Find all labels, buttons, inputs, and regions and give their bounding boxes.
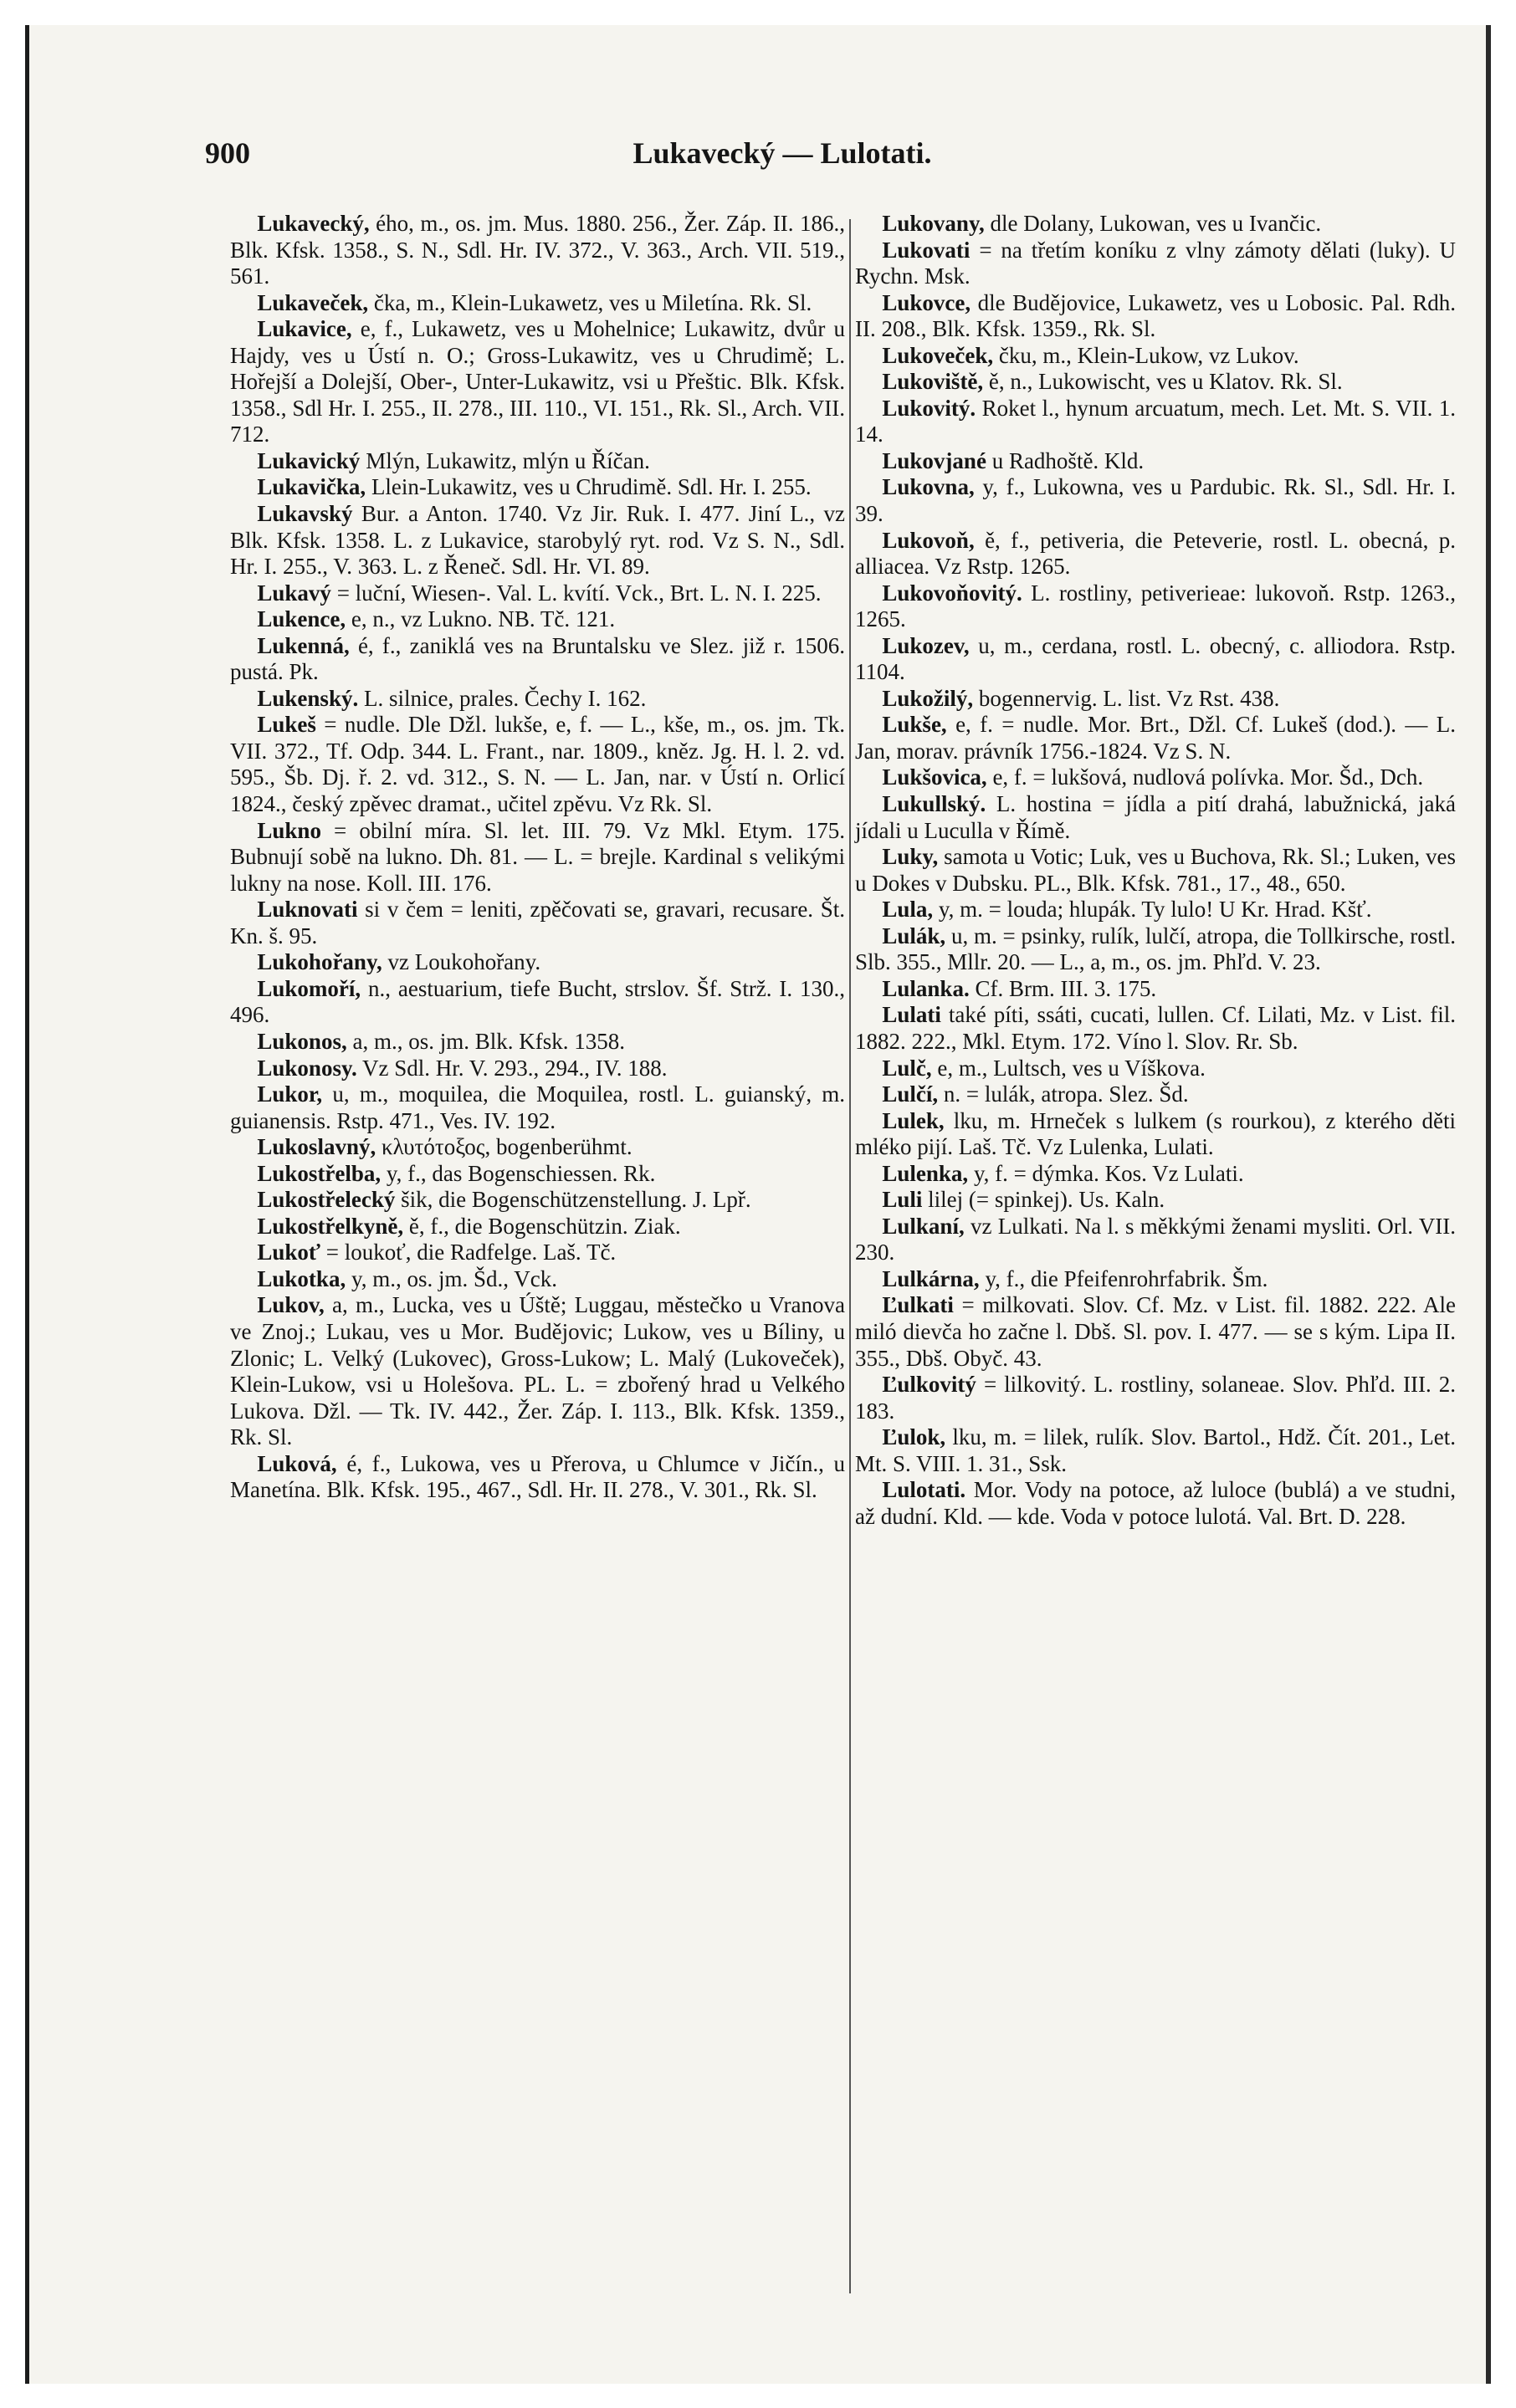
dictionary-entry <box>855 290 1456 343</box>
entry-definition: = na třetím koníku z vlny zámoty dělati (luky). U Rychn. Msk. <box>855 237 1456 289</box>
entry-headword: Lulkaní, <box>882 1213 965 1239</box>
entry-headword: Ľulkati <box>882 1292 954 1318</box>
entry-definition: Vz Sdl. Hr. V. 293., 294., IV. 188. <box>361 1055 668 1081</box>
entry-definition: u, m. = psinky, rulík, lulčí, atropa, die Tollkirsche, rostl. Slb. 355., Mllr. 20. — L., a, m., os. jm. Phľd. V. 23. <box>855 923 1456 975</box>
entry-headword: Lulák, <box>882 923 946 948</box>
entry-headword: Lukostřelkyně, <box>257 1213 404 1239</box>
entry-headword: Lukonos, <box>257 1028 347 1054</box>
entry-headword: Lulč, <box>882 1055 932 1081</box>
entry-headword: Lukenský. <box>257 685 359 711</box>
entry-headword: Luknovati <box>257 897 358 923</box>
entry-definition: y, f., Lukowna, ves u Pardubic. Rk. Sl., Sdl. Hr. I. 39. <box>855 474 1457 527</box>
entry-definition: = milkovati. Slov. Cf. Mz. v List. fil. 1882. 222. Ale miló dievča ho začne l. Dbš. Sl. pov. I. 477. — se s kým. Lipa II. 355., Dbš. Obyč. 43. <box>855 1292 1457 1371</box>
entry-headword: Lulenka, <box>882 1160 969 1186</box>
entry-definition: Llein-Lukawitz, ves u Chrudimě. Sdl. Hr. I. 255. <box>371 474 812 500</box>
entry-headword: Lukovjané <box>882 447 986 473</box>
dictionary-entry <box>855 686 1456 713</box>
entry-definition: e, f. = lukšová, nudlová polívka. Mor. Šd., Dch. <box>992 764 1424 790</box>
entry-definition: L. hostina = jídla a pití drahá, labužnická, jaká jídali u Lucullа v Římě. <box>855 791 1457 843</box>
entry-definition: e, m., Lultsch, ves u Víškova. <box>937 1055 1206 1081</box>
entry-definition: také píti, ssáti, cucati, lullen. Cf. Lilati, Mz. v List. fil. 1882. 222., Mkl. Etym. 172. Víno l. Slov. Rr. Sb. <box>855 1002 1457 1054</box>
dictionary-entry <box>230 1056 845 1082</box>
entry-definition: y, m., os. jm. Šd., Vck. <box>351 1265 557 1291</box>
entry-headword: Lukovoň, <box>882 527 975 553</box>
dictionary-entry <box>855 712 1456 764</box>
entry-definition: = obilní míra. Sl. let. III. 79. Vz Mkl. Etym. 175. Bubnují sobě na lukno. Dh. 81. — L. = brejle. Kardinal s velikými lukny na nose. Koll. III. 176. <box>230 817 845 896</box>
entry-definition: L. rostliny, petiverieae: lukovoň. Rstp. 1263., 1265. <box>855 580 1456 632</box>
entry-headword: Luková, <box>257 1450 337 1476</box>
dictionary-entry <box>230 949 845 976</box>
entry-definition: y, f. = dýmka. Kos. Vz Lulati. <box>973 1160 1244 1186</box>
dictionary-entry <box>855 1187 1456 1214</box>
entry-definition: vz Lulkati. Na l. s měkkými ženami mysliti. Orl. VII. 230. <box>855 1213 1456 1265</box>
dictionary-entry <box>230 1187 845 1214</box>
entry-definition: u Radhoště. Kld. <box>991 447 1145 473</box>
dictionary-entry <box>855 448 1456 475</box>
entry-definition: e, f., Lukawetz, ves u Mohelnice; Lukawitz, dvůr u Hajdy, ves u Ústí n. O.; Gross-Lukawitz, ves u Chrudimě; L. Hořejší a Dolejší, Ober-, Unter-Lukawitz, vsi u Přeštic. Blk. Kfsk. 1358., Sdl Hr. I. 255., II. 278., III. 110., VI. 151., Rk. Sl., Arch. VII. 712. <box>230 316 846 447</box>
dictionary-entry <box>230 712 845 817</box>
entry-definition: samota u Votic; Luk, ves u Buchova, Rk. Sl.; Luken, ves u Dokes v Dubsku. PL., Blk. Kfsk. 781., 17., 48., 650. <box>855 844 1457 896</box>
dictionary-entry <box>855 1372 1456 1424</box>
entry-headword: Ľulok, <box>882 1424 946 1450</box>
dictionary-entry <box>855 580 1456 633</box>
entry-definition: κλυτότοξος, bogenberühmt. <box>381 1134 633 1160</box>
dictionary-entry <box>855 923 1456 976</box>
dictionary-entry <box>855 897 1456 923</box>
entry-definition: L. silnice, prales. Čechy I. 162. <box>363 685 647 711</box>
dictionary-entry <box>855 1266 1456 1293</box>
dictionary-entry <box>230 1161 845 1188</box>
dictionary-entry <box>230 606 845 633</box>
entry-definition: e, n., vz Lukno. NB. Tč. 121. <box>351 606 616 632</box>
entry-definition: = nudle. Dle Džl. lukše, e, f. — L., kše, m., os. jm. Tk. VII. 372., Tf. Odp. 344. L. Frant., nar. 1809., kněz. Jg. H. l. 2. vd. 595., Šb. Dj. ř. 2. vd. 312., S. N. — L. Jan, nar. v Ústí n. Orlicí 1824., český zpěvec dramat., učitel zpěvu. Vz Rk. Sl. <box>230 712 846 817</box>
entry-definition: é, f., zaniklá ves na Bruntalsku ve Slez. již r. 1506. pustá. Pk. <box>230 632 846 685</box>
entry-definition: Bur. a Anton. 1740. Vz Jir. Ruk. I. 477. Jiní L., vz Blk. Kfsk. 1358. L. z Lukavice, starobylý ryt. rod. Vz S. N., Sdl. Hr. I. 255., V. 363. L. z Řeneč. Sdl. Hr. VI. 89. <box>230 501 846 580</box>
dictionary-entry <box>230 1292 845 1450</box>
dictionary-entry <box>230 686 845 713</box>
entry-definition: dle Dolany, Lukowan, ves u Ivančic. <box>990 211 1322 236</box>
entry-headword: Lukomoří, <box>257 975 361 1001</box>
entry-definition: si v čem = leniti, zpěčovati se, gravari, recusare. Št. Kn. š. 95. <box>230 897 845 948</box>
entry-definition: u, m., moquilea, die Moquilea, rostl. L. guianský, m. guianensis. Rstp. 471., Ves. IV. 192. <box>230 1081 845 1133</box>
running-title: Lukavecký — Lulotati. <box>633 136 932 170</box>
entry-definition: bogennervig. L. list. Vz Rst. 438. <box>978 685 1280 711</box>
entry-headword: Lukovany, <box>882 211 985 236</box>
entry-headword: Lula, <box>882 897 934 923</box>
entry-headword: Lukence, <box>257 606 346 632</box>
entry-definition: a, m., os. jm. Blk. Kfsk. 1358. <box>352 1028 625 1054</box>
entry-headword: Lukozev, <box>882 632 970 658</box>
dictionary-entry <box>855 211 1456 238</box>
left-column <box>230 211 845 1504</box>
entry-definition: Cf. Brm. III. 3. 175. <box>975 975 1157 1001</box>
dictionary-entry <box>230 448 845 475</box>
entry-headword: Lulotati. <box>882 1477 966 1503</box>
dictionary-entry <box>855 1214 1456 1266</box>
entry-headword: Lukovitý. <box>882 395 976 421</box>
entry-definition: y, m. = louda; hlupák. Ty lulo! U Kr. Hrad. Kšť. <box>938 897 1372 923</box>
entry-definition: šik, die Bogenschützenstellung. J. Lpř. <box>401 1187 751 1213</box>
entry-headword: Lukovce, <box>882 289 971 315</box>
entry-headword: Lukaveček, <box>257 289 369 315</box>
entry-definition: dle Budějovice, Lukawetz, ves u Lobosic. Pal. Rdh. II. 208., Blk. Kfsk. 1359., Rk. Sl. <box>855 289 1456 342</box>
page-header <box>205 135 1360 177</box>
dictionary-entry <box>855 343 1456 370</box>
entry-definition: é, f., Lukowa, ves u Přerova, u Chlumce v Jičín., u Manetína. Blk. Kfsk. 195., 467., Sdl. Hr. II. 278., V. 301., Rk. Sl. <box>230 1450 845 1503</box>
entry-headword: Lukostřelecký <box>257 1187 396 1213</box>
right-column <box>855 211 1456 1530</box>
entry-headword: Luli <box>882 1187 923 1213</box>
entry-definition: Roket l., hynum arcuatum, mech. Let. Mt. S. VII. 1. 14. <box>855 395 1456 447</box>
entry-definition: lilej (= spinkej). Us. Kaln. <box>928 1187 1165 1213</box>
entry-headword: Lukavský <box>257 501 353 527</box>
entry-headword: Lukožilý, <box>882 685 974 711</box>
dictionary-entry <box>855 1002 1456 1055</box>
dictionary-entry <box>230 1266 845 1293</box>
entry-headword: Lulek, <box>882 1107 945 1133</box>
entry-definition: lku, m. = lilek, rulík. Slov. Bartol., Hdž. Čít. 201., Let. Mt. S. VIII. 1. 31., Ssk. <box>855 1424 1456 1476</box>
entry-headword: Lukavecký, <box>257 211 370 236</box>
dictionary-entry <box>855 238 1456 290</box>
dictionary-entry <box>855 1477 1456 1530</box>
dictionary-entry <box>230 580 845 607</box>
entry-definition: e, f. = nudle. Mor. Brt., Džl. Cf. Lukeš (dod.). — L. Jan, morav. právník 1756.-1824. Vz S. N. <box>855 712 1457 764</box>
entry-definition: y, f., die Pfeifenrohrfabrik. Šm. <box>985 1265 1268 1291</box>
entry-headword: Lulanka. <box>882 975 970 1001</box>
entry-headword: Lukor, <box>257 1081 323 1107</box>
column-divider <box>849 219 851 2293</box>
entry-headword: Lukoviště, <box>882 369 984 395</box>
entry-headword: Ľulkovitý <box>882 1372 976 1398</box>
dictionary-entry <box>855 1292 1456 1372</box>
dictionary-entry <box>230 1214 845 1240</box>
entry-headword: Lukoslavný, <box>257 1134 376 1160</box>
dictionary-entry <box>230 897 845 949</box>
entry-definition: n. = lulák, atropa. Slez. Šd. <box>943 1081 1189 1107</box>
entry-headword: Lukovati <box>882 237 971 263</box>
entry-headword: Luky, <box>882 844 939 870</box>
dictionary-entry <box>855 1424 1456 1477</box>
dictionary-entry <box>230 1451 845 1504</box>
entry-headword: Lukeš <box>257 712 316 738</box>
dictionary-page <box>25 25 1490 2384</box>
entry-definition: ě, f., die Bogenschützin. Ziak. <box>408 1213 681 1239</box>
dictionary-entry <box>230 1134 845 1161</box>
dictionary-entry <box>855 1056 1456 1082</box>
entry-definition: vz Loukohořany. <box>387 949 541 975</box>
entry-headword: Lukenná, <box>257 632 350 658</box>
entry-headword: Lukohořany, <box>257 949 382 975</box>
dictionary-entry <box>855 844 1456 897</box>
entry-headword: Lukno <box>257 817 321 843</box>
entry-headword: Lukovna, <box>882 474 975 500</box>
dictionary-entry <box>855 1081 1456 1108</box>
entry-headword: Lukonosy. <box>257 1055 357 1081</box>
dictionary-entry <box>230 211 845 290</box>
entry-definition: Mlýn, Lukawitz, mlýn u Říčan. <box>366 447 650 473</box>
entry-definition: Mor. Vody na potoce, až lulоce (bublá) a ve studni, až dudní. Kld. — kde. Voda v potoce lulotá. Val. Brt. D. 228. <box>855 1477 1456 1529</box>
dictionary-entry <box>855 633 1456 686</box>
entry-headword: Lulati <box>882 1002 941 1028</box>
entry-definition: ě, n., Lukowischt, ves u Klatov. Rk. Sl. <box>988 369 1343 395</box>
entry-definition: n., aestuarium, tiefe Bucht, strslov. Šf. Strž. I. 130., 496. <box>230 975 845 1028</box>
entry-headword: Lukavický <box>257 447 361 473</box>
page-edge <box>1486 25 1491 2384</box>
dictionary-entry <box>230 1029 845 1056</box>
entry-headword: Lukotka, <box>257 1265 346 1291</box>
dictionary-entry <box>855 369 1456 396</box>
dictionary-entry <box>230 316 845 448</box>
entry-headword: Lukoť <box>257 1240 320 1265</box>
entry-headword: Lukoveček, <box>882 342 994 368</box>
entry-headword: Lukostřelba, <box>257 1160 382 1186</box>
dictionary-entry <box>230 818 845 897</box>
entry-definition: lku, m. Hrneček s lulkem (s rourkou), z kterého děti mléko pijí. Laš. Tč. Vz Lulenka, Lulati. <box>855 1107 1457 1160</box>
entry-definition: čka, m., Klein-Lukawetz, ves u Miletína. Rk. Sl. <box>373 289 812 315</box>
dictionary-entry <box>230 1081 845 1134</box>
dictionary-entry <box>855 976 1456 1003</box>
entry-definition: = loukoť, die Radfelge. Laš. Tč. <box>325 1240 617 1265</box>
entry-definition: ého, m., os. jm. Mus. 1880. 256., Žer. Záp. II. 186., Blk. Kfsk. 1358., S. N., Sdl. Hr. IV. 372., V. 363., Arch. VII. 519., 561. <box>230 211 846 289</box>
entry-headword: Lukavice, <box>257 316 352 342</box>
entry-definition: = lilkovitý. L. rostliny, solaneae. Slov. Phľd. III. 2. 183. <box>855 1372 1456 1424</box>
dictionary-entry <box>855 474 1456 527</box>
dictionary-entry <box>855 1161 1456 1188</box>
dictionary-entry <box>855 1108 1456 1161</box>
dictionary-entry <box>230 290 845 317</box>
dictionary-entry <box>855 396 1456 448</box>
entry-headword: Lukovoňovitý. <box>882 580 1022 606</box>
entry-definition: a, m., Lucka, ves u Úště; Luggau, městečko u Vranova ve Znoj.; Lukau, ves u Mor. Budějovic; Lukow, ves u Bíliny, u Zlonic; L. Velký (Lukovec), Gross-Lukow; L. Malý (Lukoveček), Klein-Lukow, vsi u Holešova. PL. L. = zbořený hrad u Velkého Lukova. Džl. — Tk. IV. 442., Žer. Záp. I. 113., Blk. Kfsk. 1359., Rk. Sl. <box>230 1292 846 1450</box>
entry-headword: Lulkárna, <box>882 1265 980 1291</box>
dictionary-entry <box>855 764 1456 791</box>
entry-headword: Lukullský. <box>882 791 986 817</box>
entry-definition: y, f., das Bogenschiessen. Rk. <box>386 1160 656 1186</box>
entry-definition: = luční, Wiesen-. Val. L. kvítí. Vck., Brt. L. N. I. 225. <box>336 580 822 606</box>
dictionary-entry <box>230 976 845 1029</box>
dictionary-entry <box>855 528 1456 580</box>
entry-headword: Lukavý <box>257 580 331 606</box>
entry-headword: Lukavička, <box>257 474 366 500</box>
entry-definition: u, m., cerdana, rostl. L. obecný, c. alliodora. Rstp. 1104. <box>855 632 1456 685</box>
entry-headword: Lukšovica, <box>882 764 987 790</box>
dictionary-entry <box>230 501 845 580</box>
page-number: 900 <box>205 136 250 170</box>
entry-headword: Lukše, <box>882 712 947 738</box>
dictionary-entry <box>230 474 845 501</box>
dictionary-entry <box>230 633 845 686</box>
entry-headword: Lulčí, <box>882 1081 939 1107</box>
dictionary-entry <box>230 1240 845 1266</box>
entry-definition: čku, m., Klein-Lukow, vz Lukov. <box>998 342 1299 368</box>
entry-headword: Lukov, <box>257 1292 325 1318</box>
dictionary-entry <box>855 791 1456 844</box>
entry-definition: ě, f., petiveria, die Peteverie, rostl. L. obecná, p. alliacea. Vz Rstp. 1265. <box>855 527 1456 580</box>
